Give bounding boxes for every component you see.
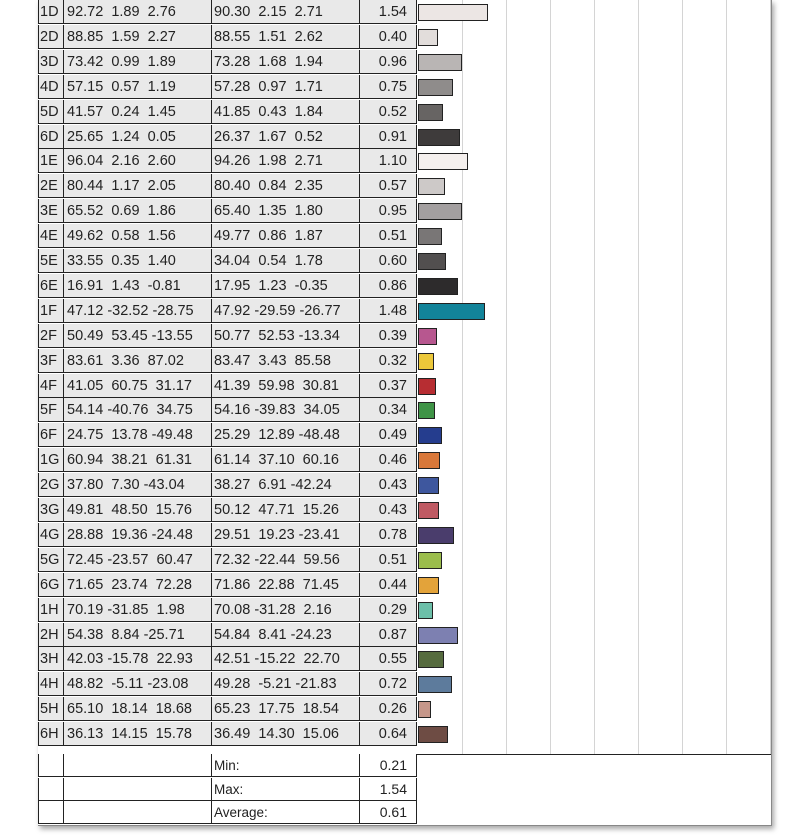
- measured-lab: 54.84 8.41 -24.23: [211, 623, 359, 647]
- table-row: [38, 50, 417, 74]
- delta-e-value: 0.43: [359, 498, 417, 522]
- delta-e-bar: [418, 427, 442, 444]
- reference-lab: 33.55 0.35 1.40: [63, 249, 211, 273]
- gridline: [726, 0, 727, 754]
- delta-e-value: 0.95: [359, 199, 417, 223]
- delta-e-bar: [418, 577, 439, 594]
- patch-id: 6H: [38, 722, 63, 746]
- patch-id: 6G: [38, 573, 63, 597]
- table-row: [38, 647, 417, 671]
- delta-e-value: 0.46: [359, 448, 417, 472]
- measured-lab: 94.26 1.98 2.71: [211, 149, 359, 173]
- measured-lab: 80.40 0.84 2.35: [211, 174, 359, 198]
- reference-lab: 49.62 0.58 1.56: [63, 224, 211, 248]
- summary-value: 0.21: [359, 754, 417, 777]
- table-row: [38, 299, 417, 323]
- reference-lab: 54.14 -40.76 34.75: [63, 398, 211, 422]
- table-row: [38, 548, 417, 572]
- table-row: [38, 672, 417, 696]
- gridline: [594, 0, 595, 754]
- reference-lab: 71.65 23.74 72.28: [63, 573, 211, 597]
- summary-empty-ref: [63, 754, 211, 777]
- reference-lab: 65.10 18.14 18.68: [63, 697, 211, 721]
- measured-lab: 47.92 -29.59 -26.77: [211, 299, 359, 323]
- patch-id: 4D: [38, 75, 63, 99]
- table-row: [38, 125, 417, 149]
- reference-lab: 28.88 19.36 -24.48: [63, 523, 211, 547]
- delta-e-bar: [418, 527, 454, 544]
- patch-id: 3G: [38, 498, 63, 522]
- table-row: [38, 722, 417, 746]
- reference-lab: 72.45 -23.57 60.47: [63, 548, 211, 572]
- measured-lab: 73.28 1.68 1.94: [211, 50, 359, 74]
- delta-e-bar: [418, 129, 460, 146]
- delta-e-value: 0.43: [359, 473, 417, 497]
- reference-lab: 48.82 -5.11 -23.08: [63, 672, 211, 696]
- reference-lab: 24.75 13.78 -49.48: [63, 423, 211, 447]
- reference-lab: 36.13 14.15 15.78: [63, 722, 211, 746]
- summary-empty-id: [38, 778, 63, 801]
- table-row: [38, 25, 417, 49]
- gridline: [638, 0, 639, 754]
- delta-e-bar: [418, 477, 439, 494]
- delta-e-bar: [418, 452, 440, 469]
- patch-id: 2G: [38, 473, 63, 497]
- delta-e-value: 0.51: [359, 224, 417, 248]
- reference-lab: 50.49 53.45 -13.55: [63, 324, 211, 348]
- table-row: [38, 374, 417, 398]
- measured-lab: 70.08 -31.28 2.16: [211, 598, 359, 622]
- table-row: [38, 473, 417, 497]
- table-row: [38, 398, 417, 422]
- delta-e-value: 0.32: [359, 349, 417, 373]
- measured-lab: 71.86 22.88 71.45: [211, 573, 359, 597]
- delta-e-value: 0.29: [359, 598, 417, 622]
- table-row: [38, 448, 417, 472]
- patch-id: 4H: [38, 672, 63, 696]
- measured-lab: 88.55 1.51 2.62: [211, 25, 359, 49]
- delta-e-bar: [418, 602, 433, 619]
- delta-e-bar: [418, 153, 468, 170]
- measured-lab: 49.28 -5.21 -21.83: [211, 672, 359, 696]
- delta-e-value: 0.86: [359, 274, 417, 298]
- patch-id: 4F: [38, 374, 63, 398]
- delta-e-value: 0.55: [359, 647, 417, 671]
- patch-id: 5F: [38, 398, 63, 422]
- summary-empty-ref: [63, 778, 211, 801]
- reference-lab: 70.19 -31.85 1.98: [63, 598, 211, 622]
- reference-lab: 88.85 1.59 2.27: [63, 25, 211, 49]
- reference-lab: 57.15 0.57 1.19: [63, 75, 211, 99]
- delta-e-report-sheet: [38, 0, 772, 826]
- gridline: [550, 0, 551, 754]
- delta-e-value: 0.72: [359, 672, 417, 696]
- delta-e-bar: [418, 79, 453, 96]
- delta-e-value: 0.96: [359, 50, 417, 74]
- measured-lab: 17.95 1.23 -0.35: [211, 274, 359, 298]
- table-row: [38, 249, 417, 273]
- summary-empty-id: [38, 754, 63, 777]
- gridline: [682, 0, 683, 754]
- measured-lab: 41.39 59.98 30.81: [211, 374, 359, 398]
- reference-lab: 54.38 8.84 -25.71: [63, 623, 211, 647]
- delta-e-bar: [418, 552, 442, 569]
- summary-label: Average:: [211, 801, 359, 824]
- summary-row: [38, 754, 417, 777]
- delta-e-bar: [418, 54, 462, 71]
- patch-id: 3D: [38, 50, 63, 74]
- delta-e-value: 1.10: [359, 149, 417, 173]
- table-row: [38, 0, 417, 24]
- delta-e-bar: [418, 701, 431, 718]
- patch-id: 2F: [38, 324, 63, 348]
- patch-id: 1G: [38, 448, 63, 472]
- table-row: [38, 149, 417, 173]
- table-row: [38, 199, 417, 223]
- delta-e-bar: [418, 353, 434, 370]
- table-row: [38, 523, 417, 547]
- table-row: [38, 623, 417, 647]
- delta-e-bar: [418, 378, 436, 395]
- delta-e-value: 0.40: [359, 25, 417, 49]
- summary-value: 0.61: [359, 801, 417, 824]
- delta-e-value: 0.49: [359, 423, 417, 447]
- summary-empty-id: [38, 801, 63, 824]
- delta-e-bar: [418, 627, 458, 644]
- measured-lab: 65.40 1.35 1.80: [211, 199, 359, 223]
- measured-lab: 38.27 6.91 -42.24: [211, 473, 359, 497]
- delta-e-bar: [418, 178, 445, 195]
- delta-e-value: 0.44: [359, 573, 417, 597]
- measured-lab: 54.16 -39.83 34.05: [211, 398, 359, 422]
- patch-id: 6D: [38, 125, 63, 149]
- table-row: [38, 349, 417, 373]
- measured-lab: 29.51 19.23 -23.41: [211, 523, 359, 547]
- bar-area-bottom-border: [417, 754, 771, 825]
- table-row: [38, 274, 417, 298]
- summary-empty-ref: [63, 801, 211, 824]
- table-row: [38, 100, 417, 124]
- reference-lab: 16.91 1.43 -0.81: [63, 274, 211, 298]
- delta-e-value: 0.87: [359, 623, 417, 647]
- table-row: [38, 224, 417, 248]
- delta-e-bar: [418, 104, 443, 121]
- reference-lab: 42.03 -15.78 22.93: [63, 647, 211, 671]
- patch-id: 5E: [38, 249, 63, 273]
- patch-id: 4G: [38, 523, 63, 547]
- measured-lab: 34.04 0.54 1.78: [211, 249, 359, 273]
- delta-e-bar: [418, 303, 485, 320]
- patch-id: 3H: [38, 647, 63, 671]
- measured-lab: 65.23 17.75 18.54: [211, 697, 359, 721]
- patch-id: 1H: [38, 598, 63, 622]
- delta-e-value: 0.75: [359, 75, 417, 99]
- reference-lab: 73.42 0.99 1.89: [63, 50, 211, 74]
- measured-lab: 41.85 0.43 1.84: [211, 100, 359, 124]
- summary-label: Max:: [211, 778, 359, 801]
- delta-e-value: 0.52: [359, 100, 417, 124]
- patch-id: 1E: [38, 149, 63, 173]
- patch-id: 2H: [38, 623, 63, 647]
- gridline: [506, 0, 507, 754]
- gridline: [770, 0, 771, 754]
- patch-id: 6E: [38, 274, 63, 298]
- measured-lab: 25.29 12.89 -48.48: [211, 423, 359, 447]
- measured-lab: 90.30 2.15 2.71: [211, 0, 359, 24]
- delta-e-value: 0.26: [359, 697, 417, 721]
- table-row: [38, 174, 417, 198]
- delta-e-bar: [418, 651, 444, 668]
- table-row: [38, 598, 417, 622]
- delta-e-bar: [418, 402, 435, 419]
- delta-e-value: 0.78: [359, 523, 417, 547]
- reference-lab: 25.65 1.24 0.05: [63, 125, 211, 149]
- delta-e-bar: [418, 726, 448, 743]
- reference-lab: 96.04 2.16 2.60: [63, 149, 211, 173]
- table-row: [38, 324, 417, 348]
- measured-lab: 72.32 -22.44 59.56: [211, 548, 359, 572]
- delta-e-value: 0.34: [359, 398, 417, 422]
- measured-lab: 26.37 1.67 0.52: [211, 125, 359, 149]
- measured-lab: 42.51 -15.22 22.70: [211, 647, 359, 671]
- patch-id: 5D: [38, 100, 63, 124]
- table-row: [38, 75, 417, 99]
- patch-id: 6F: [38, 423, 63, 447]
- delta-e-value: 0.51: [359, 548, 417, 572]
- reference-lab: 60.94 38.21 61.31: [63, 448, 211, 472]
- delta-e-bar: [418, 502, 439, 519]
- table-row: [38, 573, 417, 597]
- summary-row: [38, 801, 417, 824]
- patch-id: 1F: [38, 299, 63, 323]
- reference-lab: 37.80 7.30 -43.04: [63, 473, 211, 497]
- table-row: [38, 498, 417, 522]
- reference-lab: 49.81 48.50 15.76: [63, 498, 211, 522]
- patch-id: 5G: [38, 548, 63, 572]
- delta-e-bar: [418, 253, 446, 270]
- delta-e-value: 0.39: [359, 324, 417, 348]
- delta-e-bar: [418, 676, 452, 693]
- measured-lab: 49.77 0.86 1.87: [211, 224, 359, 248]
- delta-e-value: 1.48: [359, 299, 417, 323]
- patch-id: 2D: [38, 25, 63, 49]
- delta-e-value: 0.60: [359, 249, 417, 273]
- measured-lab: 50.12 47.71 15.26: [211, 498, 359, 522]
- delta-e-bar: [418, 203, 462, 220]
- measured-lab: 61.14 37.10 60.16: [211, 448, 359, 472]
- patch-id: 3F: [38, 349, 63, 373]
- reference-lab: 92.72 1.89 2.76: [63, 0, 211, 24]
- delta-e-bar: [418, 29, 438, 46]
- delta-e-value: 1.54: [359, 0, 417, 24]
- measured-lab: 83.47 3.43 85.58: [211, 349, 359, 373]
- summary-label: Min:: [211, 754, 359, 777]
- measured-lab: 36.49 14.30 15.06: [211, 722, 359, 746]
- patch-id: 4E: [38, 224, 63, 248]
- measured-lab: 50.77 52.53 -13.34: [211, 324, 359, 348]
- reference-lab: 41.05 60.75 31.17: [63, 374, 211, 398]
- delta-e-bar: [418, 4, 488, 21]
- delta-e-value: 0.57: [359, 174, 417, 198]
- table-row: [38, 697, 417, 721]
- reference-lab: 80.44 1.17 2.05: [63, 174, 211, 198]
- delta-e-bar: [418, 328, 437, 345]
- reference-lab: 41.57 0.24 1.45: [63, 100, 211, 124]
- delta-e-bar: [418, 228, 442, 245]
- summary-row: [38, 778, 417, 801]
- delta-e-value: 0.91: [359, 125, 417, 149]
- gridline: [462, 0, 463, 754]
- reference-lab: 47.12 -32.52 -28.75: [63, 299, 211, 323]
- patch-id: 2E: [38, 174, 63, 198]
- patch-id: 3E: [38, 199, 63, 223]
- measured-lab: 57.28 0.97 1.71: [211, 75, 359, 99]
- delta-e-value: 0.37: [359, 374, 417, 398]
- summary-value: 1.54: [359, 778, 417, 801]
- delta-e-bar: [418, 278, 458, 295]
- table-row: [38, 423, 417, 447]
- patch-id: 1D: [38, 0, 63, 24]
- patch-id: 5H: [38, 697, 63, 721]
- reference-lab: 65.52 0.69 1.86: [63, 199, 211, 223]
- delta-e-value: 0.64: [359, 722, 417, 746]
- reference-lab: 83.61 3.36 87.02: [63, 349, 211, 373]
